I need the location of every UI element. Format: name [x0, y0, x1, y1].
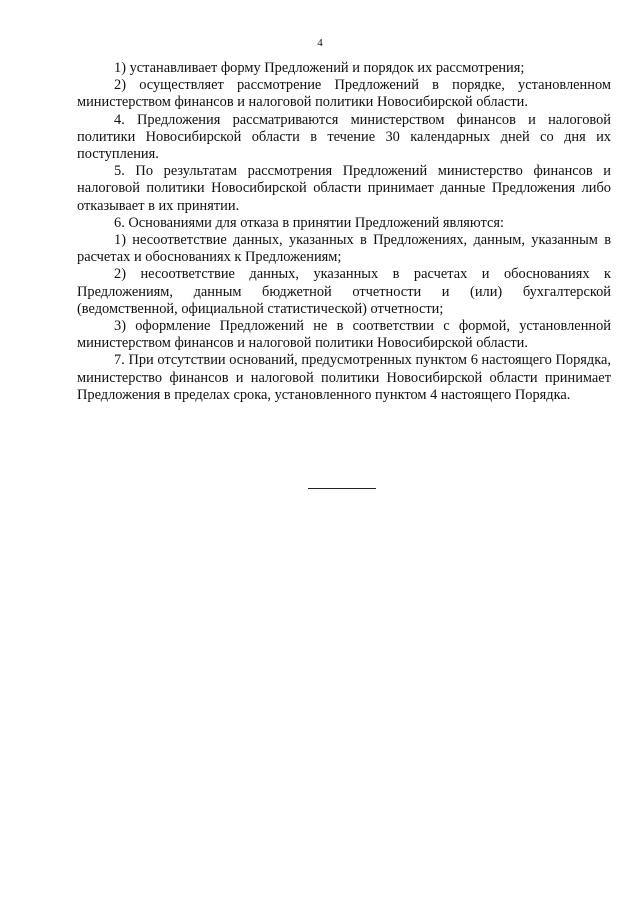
paragraph-clause-5: 5. По результатам рассмотрения Предложений министерство финансов и налоговой политики Новосибирской области принимает данные Предложения либо отказывает в их принятии.	[77, 163, 611, 214]
paragraph-clause-6: 6. Основаниями для отказа в принятии Предложений являются:	[114, 214, 504, 231]
paragraph-clause-7: 7. При отсутствии оснований, предусмотренных пунктом 6 настоящего Порядка, министерство финансов и налоговой политики Новосибирской области принимает Предложения в пределах срока, установленного пунктом 4 настоящего Порядка.	[77, 352, 611, 403]
paragraph-clause-4: 4. Предложения рассматриваются министерством финансов и налоговой политики Новосибирской области в течение 30 календарных дней со дня их поступления.	[77, 111, 611, 163]
document-body	[77, 60, 611, 404]
end-of-document-rule	[308, 488, 376, 489]
paragraph-clause-6-item-2: 2) несоответствие данных, указанных в расчетах и обоснованиях к Предложениям, данным бюджетной отчетности и (или) бухгалтерской (ведомственной, официальной статистической) отчетности;	[77, 266, 611, 317]
paragraph-item-2: 2) осуществляет рассмотрение Предложений в порядке, установленном министерством финансов и налоговой политики Новосибирской области.	[77, 77, 611, 111]
page-number: 4	[317, 37, 323, 49]
paragraph-clause-6-item-1: 1) несоответствие данных, указанных в Предложениях, данным, указанным в расчетах и обоснованиях к Предложениям;	[77, 232, 611, 266]
paragraph-clause-6-item-3: 3) оформление Предложений не в соответствии с формой, установленной министерством финансов и налоговой политики Новосибирской области.	[77, 318, 611, 352]
paragraph-item-1: 1) устанавливает форму Предложений и порядок их рассмотрения;	[114, 60, 525, 76]
